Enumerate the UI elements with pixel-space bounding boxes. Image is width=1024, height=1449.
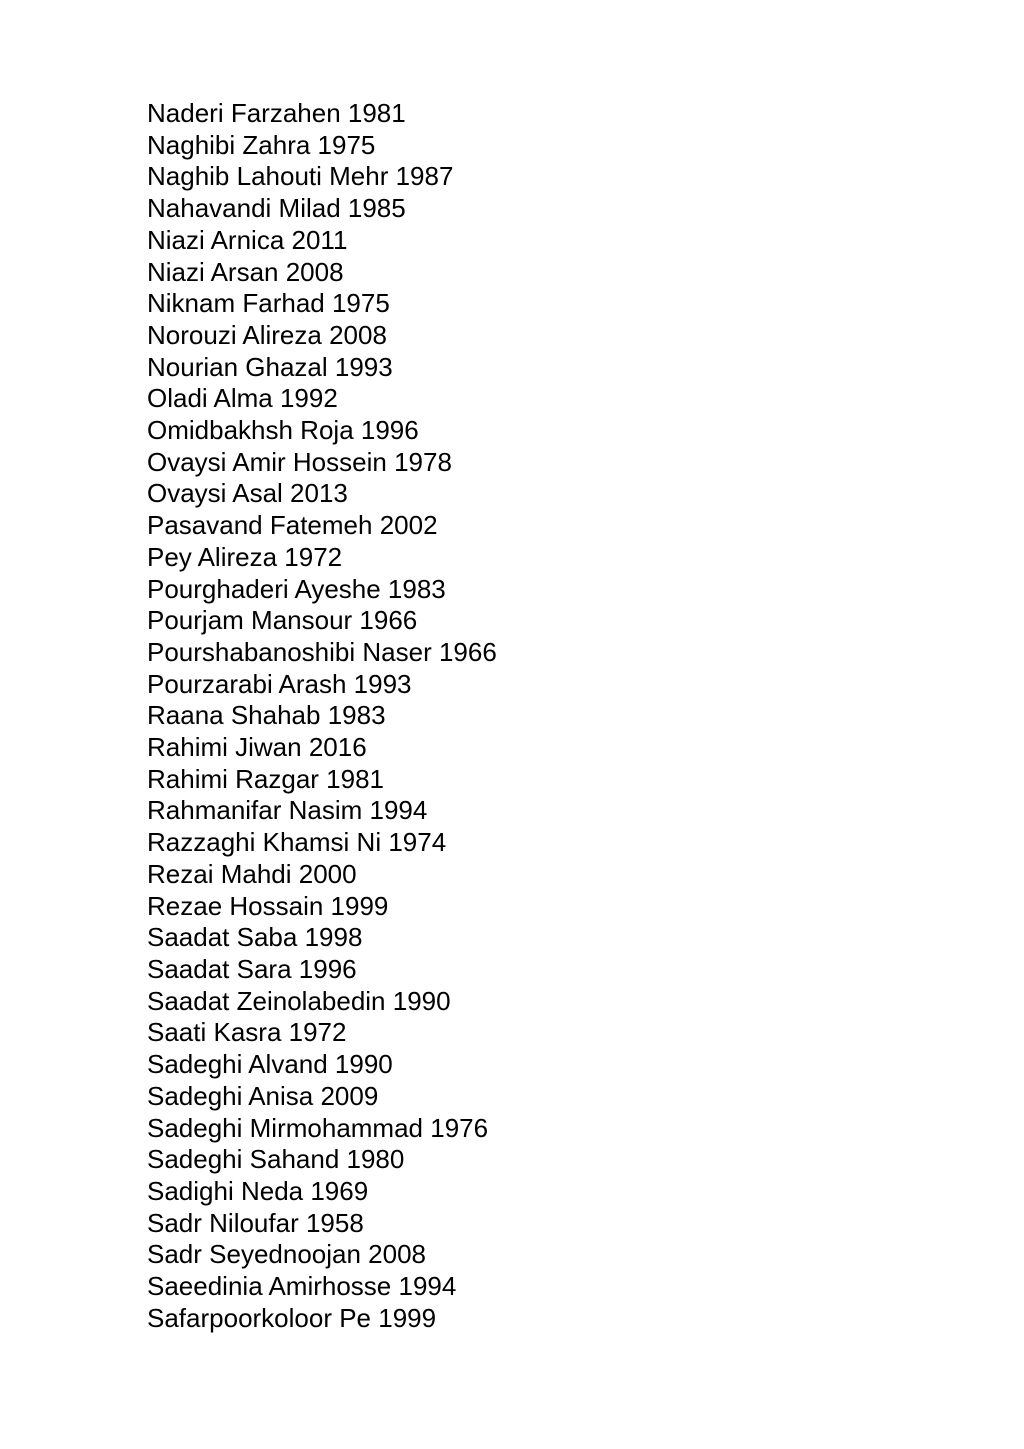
list-item: Saati Kasra 1972 — [147, 1017, 347, 1048]
list-item: Naghib Lahouti Mehr 1987 — [147, 161, 454, 192]
list-item: Niknam Farhad 1975 — [147, 288, 390, 319]
list-item: Rahimi Jiwan 2016 — [147, 732, 367, 763]
list-item: Ovaysi Asal 2013 — [147, 478, 348, 509]
list-item: Razzaghi Khamsi Ni 1974 — [147, 827, 447, 858]
list-item: Naghibi Zahra 1975 — [147, 129, 376, 160]
list-item: Pourjam Mansour 1966 — [147, 605, 418, 636]
list-item: Sadr Niloufar 1958 — [147, 1207, 364, 1238]
list-item: Rezai Mahdi 2000 — [147, 858, 357, 889]
list-item: Pourshabanoshibi Naser 1966 — [147, 636, 497, 667]
list-item: Pasavand Fatemeh 2002 — [147, 510, 438, 541]
list-item: Niazi Arnica 2011 — [147, 224, 348, 255]
list-item: Pey Alireza 1972 — [147, 541, 343, 572]
list-item: Rezae Hossain 1999 — [147, 890, 389, 921]
list-item: Oladi Alma 1992 — [147, 383, 338, 414]
list-item: Pourghaderi Ayeshe 1983 — [147, 573, 446, 604]
list-item: Saeedinia Amirhosse 1994 — [147, 1271, 457, 1302]
name-list — [147, 98, 497, 1334]
list-item: Saadat Saba 1998 — [147, 922, 363, 953]
list-item: Niazi Arsan 2008 — [147, 256, 344, 287]
list-item: Ovaysi Amir Hossein 1978 — [147, 446, 452, 477]
list-item: Rahmanifar Nasim 1994 — [147, 795, 428, 826]
list-item: Pourzarabi Arash 1993 — [147, 668, 412, 699]
list-item: Sadeghi Anisa 2009 — [147, 1080, 379, 1111]
list-item: Raana Shahab 1983 — [147, 700, 386, 731]
list-item: Sadighi Neda 1969 — [147, 1175, 369, 1206]
list-item: Safarpoorkoloor Pe 1999 — [147, 1302, 437, 1333]
list-item: Naderi Farzahen 1981 — [147, 98, 406, 128]
list-item: Saadat Sara 1996 — [147, 953, 357, 984]
list-item: Nahavandi Milad 1985 — [147, 193, 406, 224]
list-item: Omidbakhsh Roja 1996 — [147, 415, 419, 446]
list-item: Nourian Ghazal 1993 — [147, 351, 393, 382]
list-item: Sadeghi Alvand 1990 — [147, 1049, 393, 1080]
list-item: Sadeghi Sahand 1980 — [147, 1144, 405, 1175]
list-item: Saadat Zeinolabedin 1990 — [147, 985, 451, 1016]
list-item: Rahimi Razgar 1981 — [147, 763, 385, 794]
list-item: Norouzi Alireza 2008 — [147, 319, 387, 350]
list-item: Sadeghi Mirmohammad 1976 — [147, 1112, 489, 1143]
list-item: Sadr Seyednoojan 2008 — [147, 1239, 427, 1270]
